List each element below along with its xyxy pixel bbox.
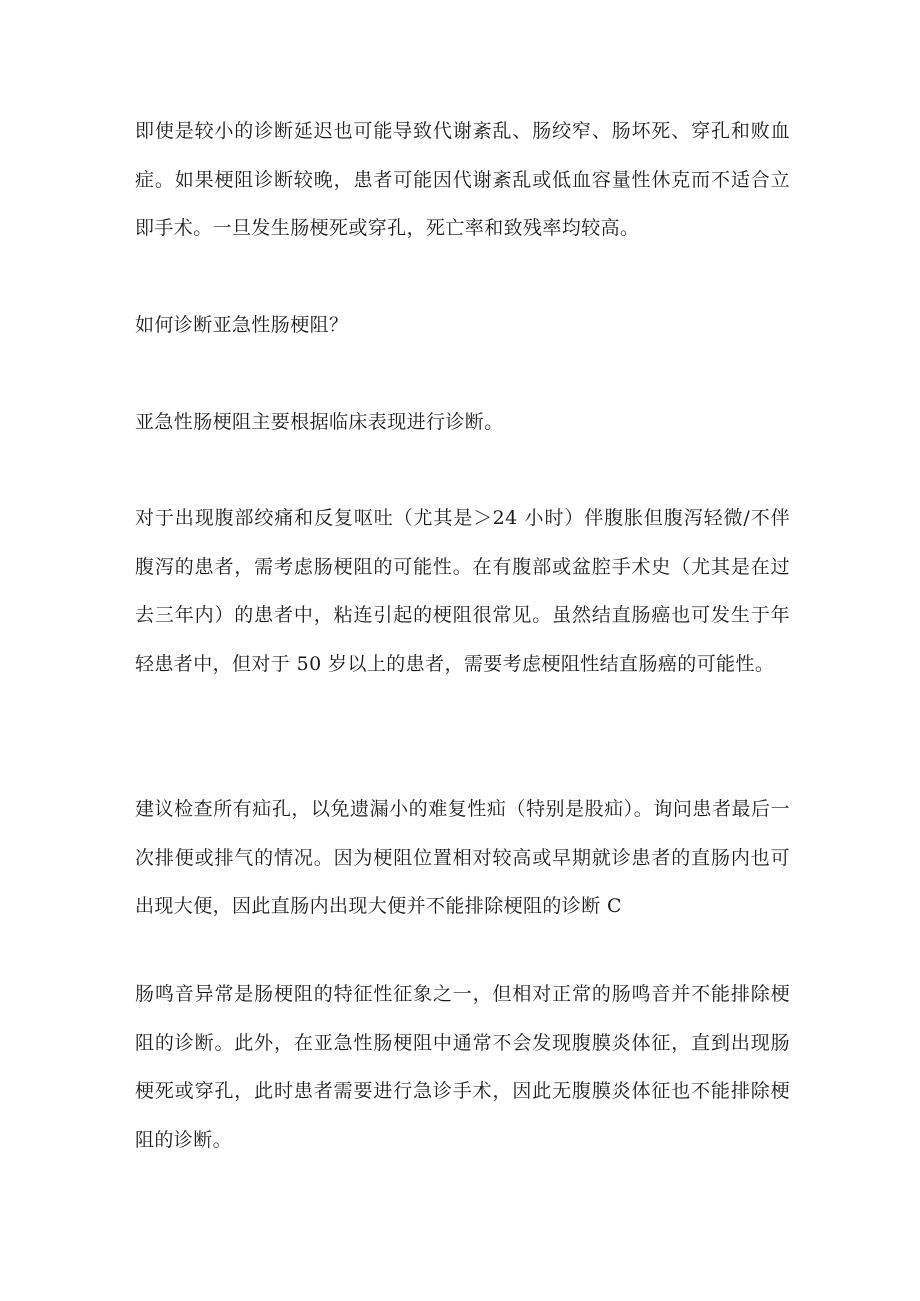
paragraph-symptoms: 对于出现腹部绞痛和反复呕吐（尤其是＞24 小时）伴腹胀但腹泻轻微/不伴腹泻的患者，需考虑肠梗阻的可能性。在有腹部或盆腔手术史（尤其是在过去三年内）的患者中，粘连引起的梗阻很常见。虽然结直肠癌也可发生于年轻患者中，但对于 50 岁以上的患者，需要考虑梗阻性结直肠癌的可能性。	[135, 507, 790, 675]
question-heading: 如何诊断亚急性肠梗阻？	[135, 314, 349, 336]
paragraph-clinical-diagnosis: 亚急性肠梗阻主要根据临床表现进行诊断。	[135, 411, 504, 433]
paragraph-hernia-check: 建议检查所有疝孔，以免遗漏小的难复性疝（特别是股疝）。询问患者最后一次排便或排气的情况。因为梗阻位置相对较高或早期就诊患者的直肠内也可出现大便，因此直肠内出现大便并不能排除梗阻的诊断 C	[135, 798, 790, 917]
paragraph-bowel-sounds: 肠鸣音异常是肠梗阻的特征性征象之一，但相对正常的肠鸣音并不能排除梗阻的诊断。此外，在亚急性肠梗阻中通常不会发现腹膜炎体征，直到出现肠梗死或穿孔，此时患者需要进行急诊手术，因此无腹膜炎体征也不能排除梗阻的诊断。	[135, 983, 790, 1151]
paragraph-diagnosis-delay: 即使是较小的诊断延迟也可能导致代谢紊乱、肠绞窄、肠坏死、穿孔和败血症。如果梗阻诊断较晚，患者可能因代谢紊乱或低血容量性休克而不适合立即手术。一旦发生肠梗死或穿孔，死亡率和致残率均较高。	[135, 120, 790, 239]
